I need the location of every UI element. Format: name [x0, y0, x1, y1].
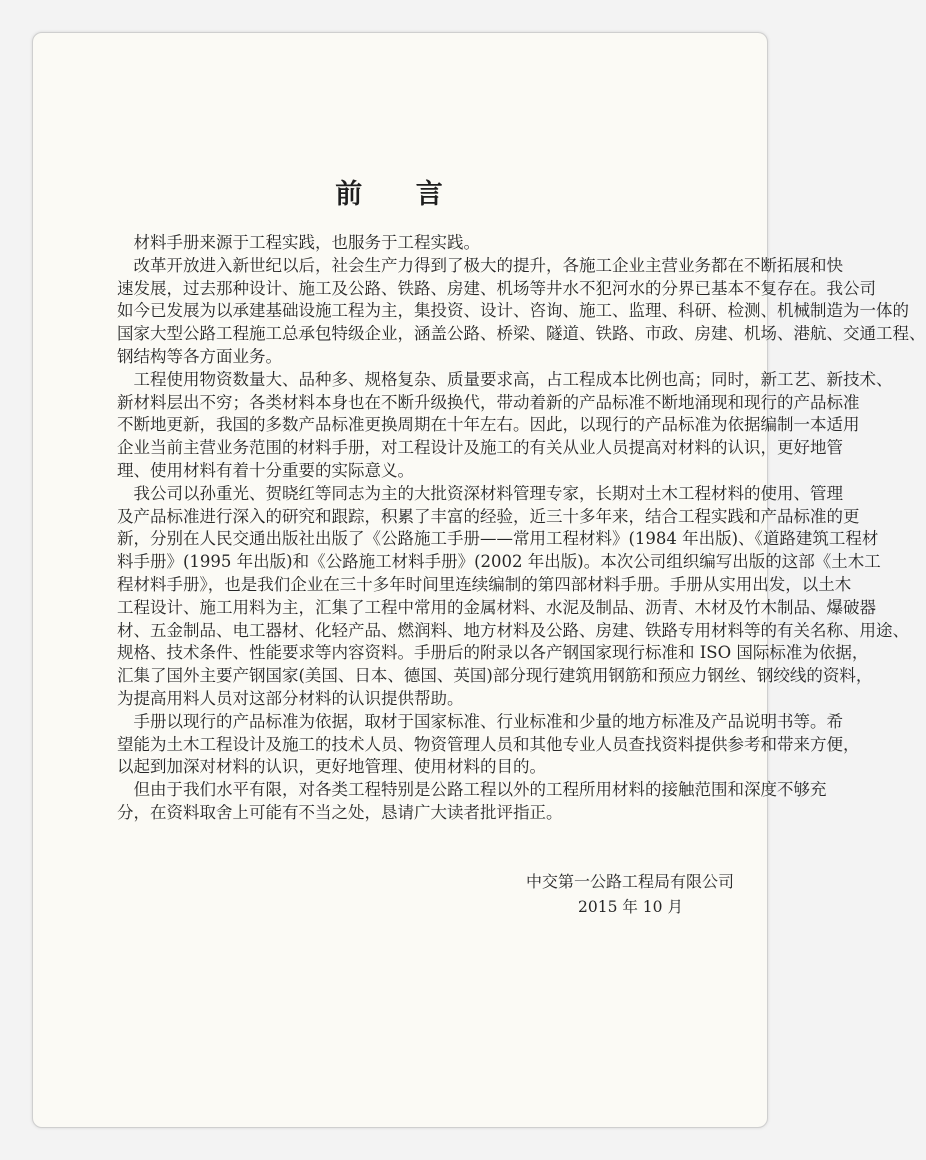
text-line: 为提高用料人员对这部分材料的认识提供帮助。: [117, 688, 464, 708]
text-line: 速发展，过去那种设计、施工及公路、铁路、房建、机场等井水不犯河水的分界已基本不复存在。我公司: [117, 278, 876, 298]
text-line: 不断地更新，我国的多数产品标准更换周期在十年左右。因此，以现行的产品标准为依据编制一本适用: [117, 415, 860, 435]
text-line: 工程设计、施工用料为主，汇集了工程中常用的金属材料、水泥及制品、沥青、木材及竹木制品、爆破器: [117, 597, 876, 617]
text-line: 汇集了国外主要产钢国家(美国、日本、德国、英国)部分现行建筑用钢筋和预应力钢丝、钢绞线的资料，: [117, 666, 873, 686]
preface-body: [117, 232, 926, 825]
text-line: 手册以现行的产品标准为依据，取材于国家标准、行业标准和少量的地方标准及产品说明书等。希: [117, 711, 843, 731]
text-line: 工程使用物资数量大、品种多、规格复杂、质量要求高，占工程成本比例也高；同时，新工艺、新技术、: [117, 369, 893, 389]
text-line: 钢结构等各方面业务。: [117, 346, 282, 366]
text-line: 理、使用材料有着十分重要的实际意义。: [117, 460, 414, 480]
text-line: 规格、技术条件、性能要求等内容资料。手册后的附录以各产钢国家现行标准和 ISO 国际标准为依据，: [117, 643, 869, 663]
page-title: 前 言: [335, 179, 465, 210]
text-line: 改革开放进入新世纪以后，社会生产力得到了极大的提升，各施工企业主营业务都在不断拓展和快: [117, 255, 843, 275]
text-line: 国家大型公路工程施工总承包特级企业，涵盖公路、桥梁、隧道、铁路、市政、房建、机场、港航、交通工程、: [117, 324, 926, 344]
date: 2015 年 10 月: [578, 898, 683, 916]
text-line: 我公司以孙重光、贺晓红等同志为主的大批资深材料管理专家，长期对土木工程材料的使用、管理: [117, 483, 843, 503]
text-line: 企业当前主营业务范围的材料手册，对工程设计及施工的有关从业人员提高对材料的认识，更好地管: [117, 438, 843, 458]
text-line: 但由于我们水平有限，对各类工程特别是公路工程以外的工程所用材料的接触范围和深度不够充: [117, 780, 827, 800]
text-line: 材、五金制品、电工器材、化轻产品、燃润料、地方材料及公路、房建、铁路专用材料等的有关名称、用途、: [117, 620, 909, 640]
text-line: 新，分别在人民交通出版社出版了《公路施工手册——常用工程材料》(1984 年出版)、《道路建筑工程材: [117, 529, 879, 549]
text-line: 以起到加深对材料的认识，更好地管理、使用材料的目的。: [117, 757, 546, 777]
text-line: 新材料层出不穷；各类材料本身也在不断升级换代，带动着新的产品标准不断地涌现和现行的产品标准: [117, 392, 860, 412]
text-line: 及产品标准进行深入的研究和跟踪，积累了丰富的经验，近三十多年来，结合工程实践和产品标准的更: [117, 506, 860, 526]
text-line: 程材料手册》，也是我们企业在三十多年时间里连续编制的第四部材料手册。手册从实用出发，以土木: [117, 574, 852, 594]
signature: 中交第一公路工程局有限公司: [525, 872, 734, 891]
text-line: 如今已发展为以承建基础设施工程为主，集投资、设计、咨询、施工、监理、科研、检测、机械制造为一体的: [117, 301, 909, 321]
text-line: 料手册》(1995 年出版)和《公路施工材料手册》(2002 年出版)。本次公司组织编写出版的这部《土木工: [117, 552, 881, 572]
text-line: 望能为土木工程设计及施工的技术人员、物资管理人员和其他专业人员查找资料提供参考和带来方便，: [117, 734, 860, 754]
text-line: 分，在资料取舍上可能有不当之处，恳请广大读者批评指正。: [117, 802, 563, 822]
text-line: 材料手册来源于工程实践，也服务于工程实践。: [117, 233, 480, 252]
